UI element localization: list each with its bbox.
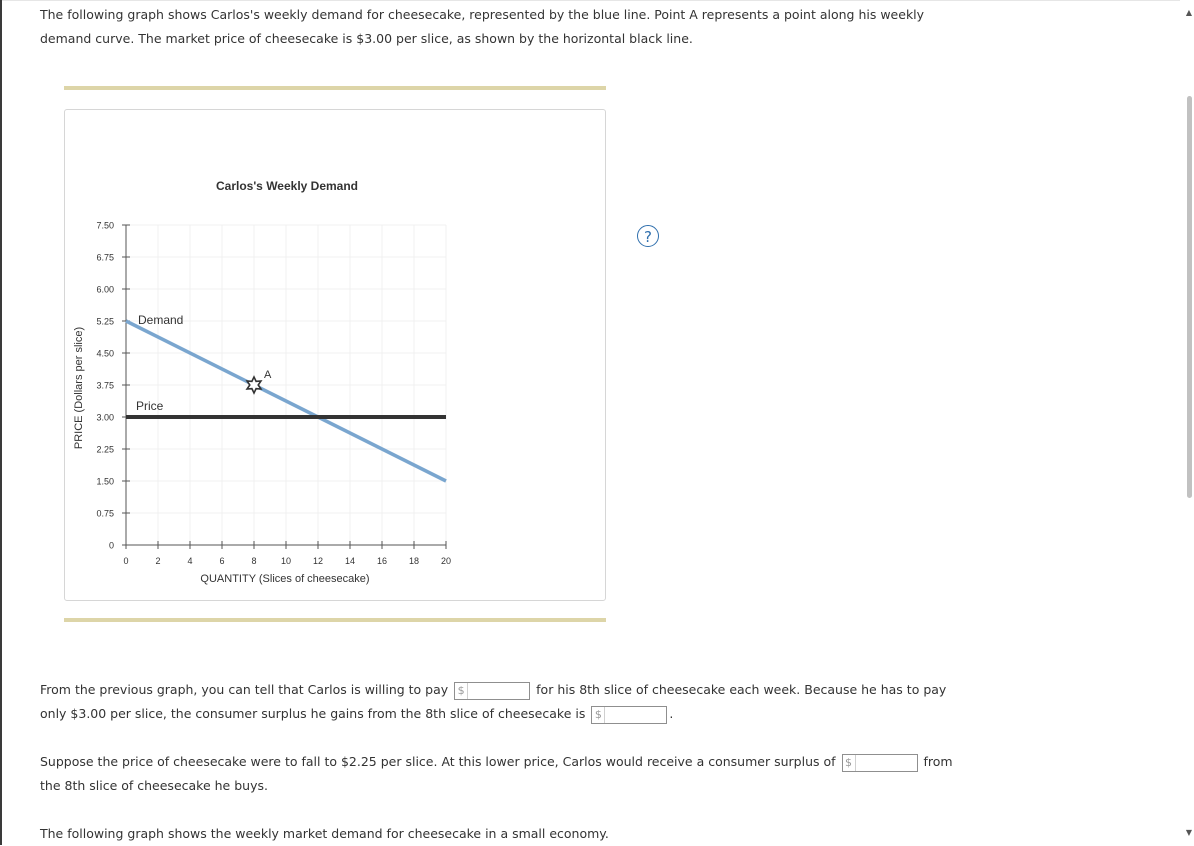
x-axis-label: QUANTITY (Slices of cheesecake) — [200, 573, 370, 585]
x-tick-label-18: 18 — [408, 556, 420, 566]
x-tick-label-0: 0 — [123, 556, 129, 566]
q1-willingness-to-pay-input[interactable] — [468, 683, 530, 699]
dollar-sign-icon: $ — [592, 707, 605, 723]
point-A-label: A — [264, 369, 272, 381]
graph-top-rule — [64, 86, 606, 90]
graph-panel[interactable] — [64, 109, 652, 601]
demand-chart — [65, 110, 605, 600]
chart-labels — [136, 313, 272, 413]
q1-text-part1: From the previous graph, you can tell that Carlos is willing to pay — [40, 682, 449, 697]
x-tick-label-2: 2 — [155, 556, 161, 566]
chart-grid — [126, 225, 446, 545]
help-icon: ? — [644, 228, 652, 246]
x-tick-label-12: 12 — [312, 556, 324, 566]
dollar-sign-icon: $ — [843, 755, 856, 771]
y-tick-label-2: 1.50 — [96, 476, 114, 487]
price-line-label: Price — [136, 399, 164, 413]
q1-surplus-input-box[interactable] — [591, 706, 667, 724]
y-tick-label-1: 0.75 — [96, 508, 114, 519]
scrollbar[interactable] — [1184, 0, 1194, 845]
y-tick-label-10: 7.50 — [96, 220, 114, 231]
q1-consumer-surplus-input[interactable] — [605, 707, 667, 723]
q2-surplus-input-box[interactable] — [842, 754, 918, 772]
graph-bottom-rule — [64, 618, 606, 622]
question-2-paragraph — [40, 750, 960, 798]
intro-paragraph: The following graph shows Carlos's weekly demand for cheesecake, represented by the blue line. Point A represents a point along his weekly demand curve. The market price of cheesecake is $3.00 per slice, as shown by the horizontal black line. — [40, 7, 925, 46]
chart-title: Carlos's Weekly Demand — [215, 179, 359, 193]
q1-text-part2: for his 8th slice of cheesecake each week. Because he has to pay only $3.00 per slice, the consumer surplus he gains from the 8th slice of cheesecake is — [40, 682, 947, 721]
y-tick-label-8: 6.00 — [96, 284, 114, 295]
y-tick-label-4: 3.00 — [96, 412, 114, 423]
demand-line-label: Demand — [138, 313, 184, 327]
y-tick-label-6: 4.50 — [96, 348, 114, 359]
scrollbar-thumb[interactable] — [1187, 96, 1192, 498]
y-tick-label-0: 0 — [108, 540, 114, 551]
y-tick-label-7: 5.25 — [96, 316, 114, 327]
y-tick-label-3: 2.25 — [96, 444, 114, 455]
question-1-paragraph — [40, 678, 960, 726]
x-tick-label-8: 8 — [251, 556, 257, 566]
y-axis-label: PRICE (Dollars per slice) — [73, 326, 85, 450]
q2-consumer-surplus-input[interactable] — [856, 755, 918, 771]
top-window-border — [2, 0, 1180, 1]
q1-willingness-input-box[interactable] — [454, 682, 530, 700]
y-tick-label-9: 6.75 — [96, 252, 114, 263]
point-A-star-marker — [247, 377, 261, 393]
left-window-border — [0, 0, 2, 845]
q1-text-part3: . — [669, 706, 674, 721]
scroll-down-arrow-icon[interactable]: ▼ — [1185, 828, 1192, 837]
x-tick-label-20: 20 — [440, 556, 452, 566]
x-tick-label-4: 4 — [187, 556, 193, 566]
q2-text-part2: from the 8th slice of cheesecake he buys. — [40, 754, 953, 793]
x-tick-label-6: 6 — [219, 556, 225, 566]
dollar-sign-icon: $ — [455, 683, 468, 699]
x-tick-label-16: 16 — [376, 556, 388, 566]
y-tick-label-5: 3.75 — [96, 380, 114, 391]
next-graph-paragraph: The following graph shows the weekly market demand for cheesecake in a small economy. — [40, 826, 609, 841]
x-tick-label-10: 10 — [280, 556, 292, 566]
help-button[interactable] — [637, 225, 659, 247]
q2-text-part1: Suppose the price of cheesecake were to fall to $2.25 per slice. At this lower price, Carlos would receive a consumer surplus of — [40, 754, 836, 769]
x-tick-label-14: 14 — [344, 556, 356, 566]
scroll-up-arrow-icon[interactable]: ▲ — [1185, 8, 1192, 17]
